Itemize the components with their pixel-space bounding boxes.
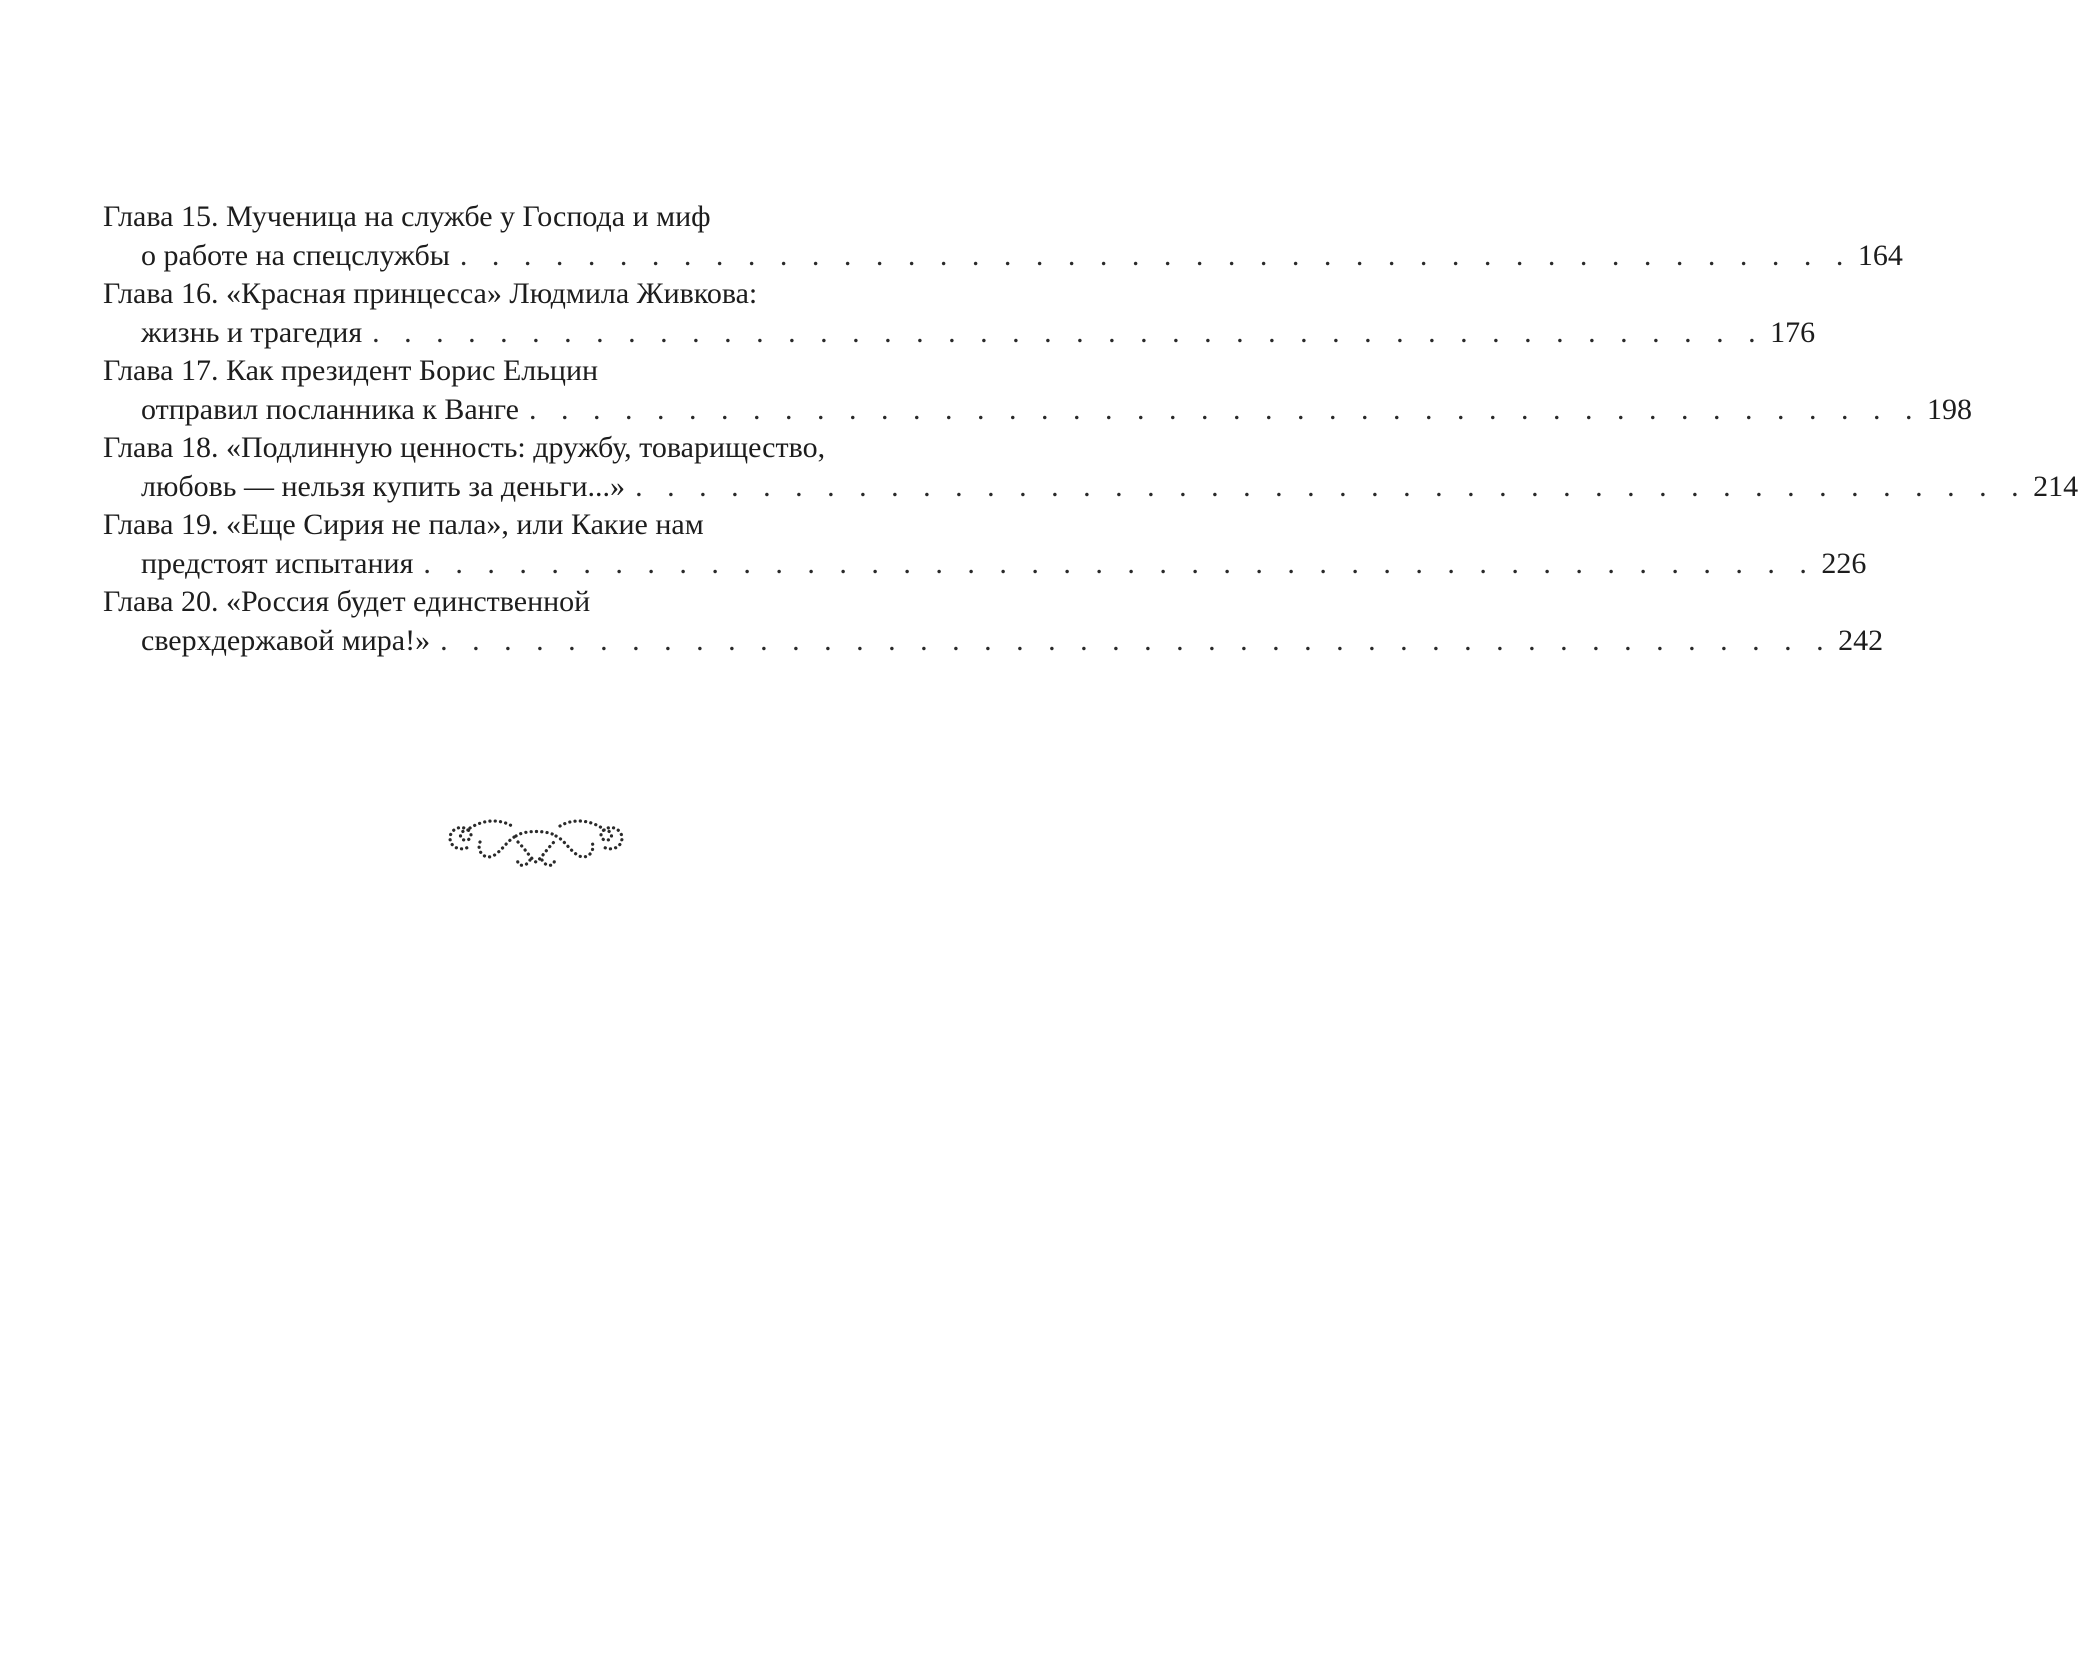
- dot-leader: . . . . . . . . . . . . . . . . . . . . . . . . . . . . . . . . . . . . . . . . . . . .: [528, 392, 1921, 426]
- toc-entry-subtitle-row: [103, 545, 1867, 584]
- toc-entry-subtitle-row: [103, 314, 1816, 353]
- toc-entry-subtitle: о работе на спецслужбы: [141, 238, 450, 272]
- toc-entry-subtitle: предстоят испытания: [141, 546, 414, 580]
- toc-entry-chapter-17: [103, 352, 1972, 429]
- dot-leader: . . . . . . . . . . . . . . . . . . . . . . . . . . . . . . . . . . . . . . . . . . . .: [635, 469, 2028, 503]
- toc-entry-title: Глава 18. «Подлинную ценность: дружбу, товарищество,: [103, 431, 826, 464]
- toc-entry-title: Глава 17. Как президент Борис Ельцин: [103, 354, 599, 387]
- table-of-contents: [103, 198, 2078, 660]
- toc-entry-subtitle-row: [103, 468, 2078, 507]
- dot-leader: . . . . . . . . . . . . . . . . . . . . . . . . . . . . . . . . . . . . . . . . . . . .: [372, 315, 1765, 349]
- toc-entry-subtitle: сверхдержавой мира!»: [141, 623, 431, 657]
- toc-entry-title: Глава 19. «Еще Сирия не пала», или Какие нам: [103, 508, 704, 541]
- toc-entry-subtitle-row: [103, 237, 1903, 276]
- toc-page-number: 242: [1838, 623, 1884, 657]
- toc-entry-chapter-15: [103, 198, 1903, 275]
- toc-entry-subtitle: отправил посланника к Ванге: [141, 392, 519, 426]
- toc-entry-chapter-20: [103, 583, 1884, 660]
- toc-entry-chapter-19: [103, 506, 1867, 583]
- toc-entry-title: Глава 16. «Красная принцесса» Людмила Живкова:: [103, 277, 758, 310]
- toc-entry-chapter-18: [103, 429, 2078, 506]
- dot-leader: . . . . . . . . . . . . . . . . . . . . . . . . . . . . . . . . . . . . . . . . . . . .: [440, 623, 1833, 657]
- toc-page-number: 164: [1857, 238, 1903, 272]
- dotted-scroll-ornament-icon: [446, 812, 626, 870]
- toc-entry-subtitle-row: [103, 391, 1972, 430]
- toc-page-number: 176: [1770, 315, 1816, 349]
- dot-leader: . . . . . . . . . . . . . . . . . . . . . . . . . . . . . . . . . . . . . . . . . . . .: [423, 546, 1816, 580]
- dot-leader: . . . . . . . . . . . . . . . . . . . . . . . . . . . . . . . . . . . . . . . . . . . .: [459, 238, 1852, 272]
- toc-entry-subtitle-row: [103, 622, 1884, 661]
- toc-entry-chapter-16: [103, 275, 1816, 352]
- toc-entry-subtitle: любовь — нельзя купить за деньги...»: [141, 469, 626, 503]
- toc-entry-subtitle: жизнь и трагедия: [141, 315, 363, 349]
- toc-page-number: 198: [1926, 392, 1972, 426]
- toc-entry-title: Глава 20. «Россия будет единственной: [103, 585, 591, 618]
- toc-page-number: 214: [2033, 469, 2078, 503]
- toc-page-number: 226: [1821, 546, 1867, 580]
- toc-entry-title: Глава 15. Мученица на службе у Господа и миф: [103, 200, 711, 233]
